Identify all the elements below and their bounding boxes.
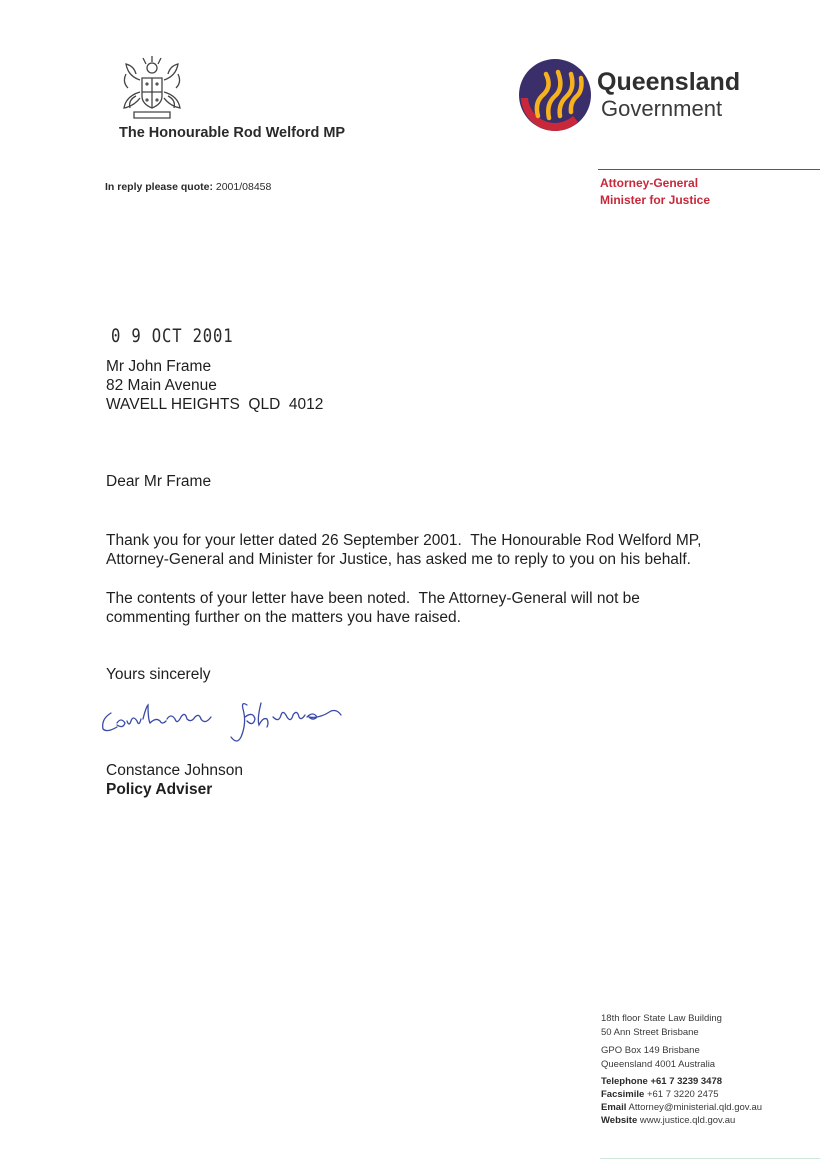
- portfolio-title-minister-justice: Minister for Justice: [600, 193, 711, 207]
- email-label: Email: [601, 1102, 627, 1113]
- footer-address-line: 18th floor State Law Building: [601, 1013, 722, 1024]
- website-url[interactable]: www.justice.qld.gov.au: [639, 1115, 736, 1126]
- coat-of-arms-icon: [116, 50, 188, 122]
- divider-line: [598, 169, 820, 170]
- handwritten-signature: [97, 697, 359, 747]
- body-paragraph: [106, 589, 640, 627]
- signer-title: Policy Adviser: [106, 781, 213, 798]
- footer-postal-line: Queensland 4001 Australia: [601, 1059, 716, 1070]
- footer-email: [601, 1102, 762, 1113]
- reference-label: In reply please quote:: [105, 181, 213, 193]
- salutation: Dear Mr Frame: [106, 473, 212, 490]
- website-label: Website: [601, 1115, 638, 1126]
- recipient-street: 82 Main Avenue: [106, 377, 217, 394]
- footer-postal-line: GPO Box 149 Brisbane: [601, 1045, 700, 1056]
- footer-telephone: [601, 1076, 722, 1087]
- queensland-government-logo-icon: [518, 58, 592, 132]
- email-address[interactable]: Attorney@ministerial.qld.gov.au: [628, 1102, 763, 1113]
- bottom-divider: [600, 1158, 820, 1159]
- facsimile-label: Facsimile: [601, 1089, 645, 1100]
- footer-facsimile: [601, 1089, 719, 1100]
- footer-website: [601, 1115, 735, 1126]
- closing: Yours sincerely: [106, 666, 211, 683]
- recipient-name: Mr John Frame: [106, 358, 212, 375]
- logo-wordmark-queensland: Queensland: [597, 68, 741, 96]
- paragraph-line: The contents of your letter have been noted. The Attorney-General will not be: [106, 590, 640, 607]
- date-stamp: 0 9 OCT 2001: [111, 325, 234, 347]
- logo-wordmark-government: Government: [601, 96, 723, 121]
- portfolio-title-attorney-general: Attorney-General: [600, 176, 699, 190]
- footer-address-line: 50 Ann Street Brisbane: [601, 1027, 699, 1038]
- telephone-label: Telephone: [601, 1076, 648, 1087]
- reference-line: [105, 181, 271, 193]
- recipient-locality: WAVELL HEIGHTS QLD 4012: [106, 396, 324, 413]
- paragraph-line: Thank you for your letter dated 26 September 2001. The Honourable Rod Welford MP,: [106, 532, 702, 549]
- signer-name: Constance Johnson: [106, 762, 244, 779]
- body-paragraph: [106, 531, 701, 569]
- facsimile-number: +61 7 3220 2475: [646, 1089, 719, 1100]
- paragraph-line: Attorney-General and Minister for Justice, has asked me to reply to you on his behalf.: [106, 551, 691, 568]
- reference-number: 2001/08458: [215, 181, 272, 193]
- minister-name: The Honourable Rod Welford MP: [119, 125, 346, 141]
- telephone-number: +61 7 3239 3478: [650, 1076, 723, 1087]
- paragraph-line: commenting further on the matters you have raised.: [106, 609, 461, 626]
